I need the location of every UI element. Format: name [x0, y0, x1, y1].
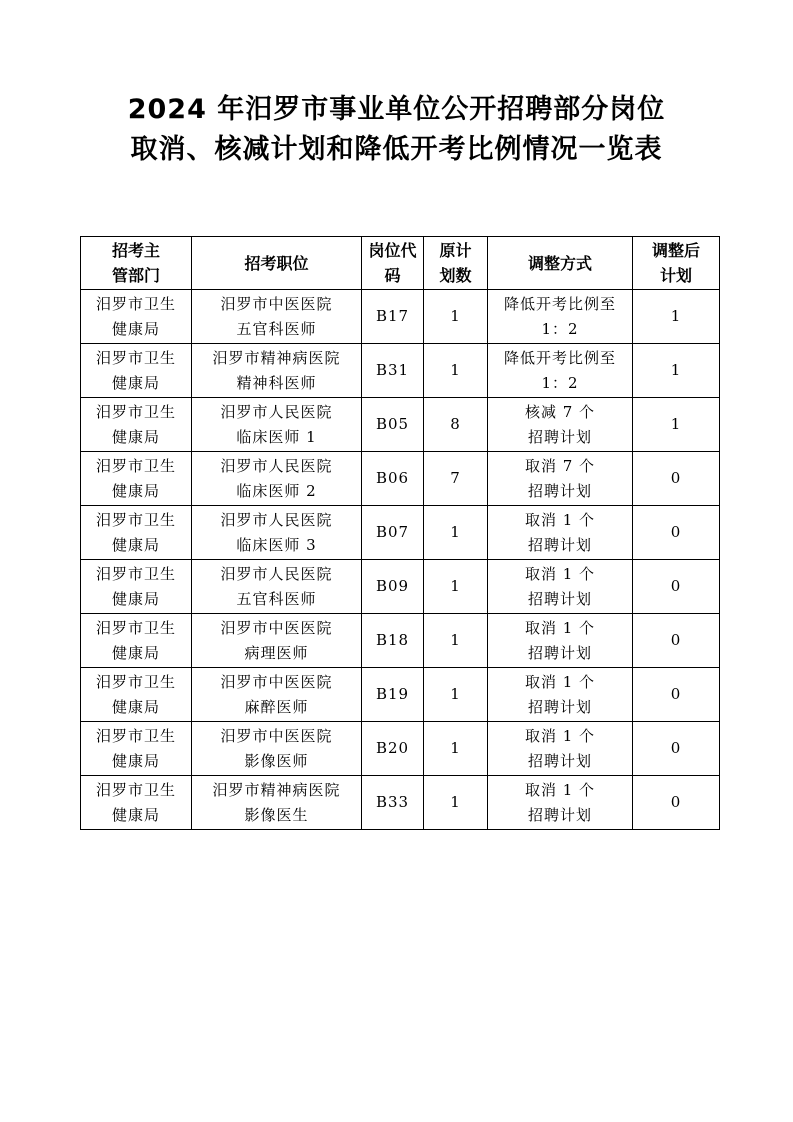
adjusted-cell: 1: [633, 398, 720, 452]
header-code-line-1: 岗位代: [368, 241, 417, 260]
dept-line-2: 健康局: [111, 751, 160, 770]
position-line-1: 汨罗市中医医院: [220, 294, 333, 313]
adjusted-cell: 0: [633, 560, 720, 614]
dept-line-2: 健康局: [111, 589, 160, 608]
position-line-2: 临床医师 2: [236, 481, 317, 500]
adjusted-cell: 0: [633, 668, 720, 722]
position-line-2: 影像医生: [244, 805, 309, 824]
position-cell: [192, 506, 362, 560]
position-cell: [192, 290, 362, 344]
method-line-2: 招聘计划: [527, 751, 592, 770]
position-line-1: 汨罗市精神病医院: [212, 348, 341, 367]
code-cell: B18: [362, 614, 424, 668]
original-cell: 1: [424, 560, 488, 614]
dept-line-1: 汨罗市卫生: [95, 456, 176, 475]
original-cell: 1: [424, 344, 488, 398]
position-line-2: 精神科医师: [236, 373, 317, 392]
dept-cell: [81, 344, 192, 398]
header-original: [424, 237, 488, 290]
dept-line-1: 汨罗市卫生: [95, 780, 176, 799]
original-cell: 1: [424, 668, 488, 722]
method-cell: [488, 560, 633, 614]
position-line-2: 临床医师 1: [236, 427, 317, 446]
dept-cell: [81, 776, 192, 830]
method-line-1: 降低开考比例至: [503, 294, 616, 313]
document-title-line-2: 取消、核减计划和降低开考比例情况一览表: [130, 134, 663, 165]
original-cell: 1: [424, 776, 488, 830]
table-row: [81, 722, 720, 776]
code-cell: B05: [362, 398, 424, 452]
dept-line-2: 健康局: [111, 805, 160, 824]
position-cell: [192, 452, 362, 506]
code-cell: B20: [362, 722, 424, 776]
document-title-line-1: 2024 年汨罗市事业单位公开招聘部分岗位: [127, 94, 666, 125]
header-method-line-1: 调整方式: [527, 253, 592, 273]
original-cell: 1: [424, 722, 488, 776]
method-line-1: 取消 7 个: [524, 456, 596, 475]
position-line-1: 汨罗市中医医院: [220, 618, 333, 637]
method-line-2: 招聘计划: [527, 697, 592, 716]
position-line-2: 五官科医师: [236, 589, 317, 608]
code-cell: B06: [362, 452, 424, 506]
header-adjusted-line-2: 计划: [659, 266, 692, 285]
position-cell: [192, 722, 362, 776]
table-row: [81, 560, 720, 614]
method-line-2: 1：2: [541, 373, 579, 392]
dept-line-1: 汨罗市卫生: [95, 348, 176, 367]
method-line-1: 降低开考比例至: [503, 348, 616, 367]
dept-line-2: 健康局: [111, 481, 160, 500]
dept-line-1: 汨罗市卫生: [95, 564, 176, 583]
dept-line-2: 健康局: [111, 319, 160, 338]
position-cell: [192, 398, 362, 452]
position-line-1: 汨罗市人民医院: [220, 456, 333, 475]
code-cell: B07: [362, 506, 424, 560]
adjustment-table: [80, 236, 720, 830]
dept-cell: [81, 290, 192, 344]
position-line-1: 汨罗市中医医院: [220, 726, 333, 745]
position-line-1: 汨罗市人民医院: [220, 564, 333, 583]
header-method: [488, 237, 633, 290]
dept-cell: [81, 398, 192, 452]
dept-line-2: 健康局: [111, 535, 160, 554]
adjusted-cell: 1: [633, 290, 720, 344]
original-cell: 1: [424, 290, 488, 344]
position-line-2: 病理医师: [244, 643, 309, 662]
position-line-2: 临床医师 3: [236, 535, 317, 554]
dept-cell: [81, 506, 192, 560]
table-row: [81, 614, 720, 668]
method-cell: [488, 452, 633, 506]
table-row: [81, 668, 720, 722]
position-line-2: 麻醉医师: [244, 697, 309, 716]
method-cell: [488, 398, 633, 452]
method-line-1: 核减 7 个: [524, 402, 596, 421]
original-cell: 8: [424, 398, 488, 452]
header-dept-line-1: 招考主: [111, 241, 160, 260]
dept-line-1: 汨罗市卫生: [95, 672, 176, 691]
original-cell: 1: [424, 506, 488, 560]
method-line-2: 招聘计划: [527, 535, 592, 554]
method-line-1: 取消 1 个: [524, 510, 596, 529]
header-original-line-2: 划数: [439, 266, 472, 285]
table-row: [81, 290, 720, 344]
method-line-1: 取消 1 个: [524, 672, 596, 691]
position-cell: [192, 344, 362, 398]
adjusted-cell: 0: [633, 776, 720, 830]
dept-line-2: 健康局: [111, 373, 160, 392]
dept-line-1: 汨罗市卫生: [95, 618, 176, 637]
method-cell: [488, 776, 633, 830]
method-line-2: 招聘计划: [527, 427, 592, 446]
code-cell: B33: [362, 776, 424, 830]
header-position: [192, 237, 362, 290]
method-cell: [488, 344, 633, 398]
method-line-2: 1：2: [541, 319, 579, 338]
position-line-2: 影像医师: [244, 751, 309, 770]
table-body: [81, 290, 720, 830]
dept-line-2: 健康局: [111, 697, 160, 716]
dept-line-1: 汨罗市卫生: [95, 402, 176, 421]
position-line-1: 汨罗市精神病医院: [212, 780, 341, 799]
method-line-1: 取消 1 个: [524, 780, 596, 799]
code-cell: B09: [362, 560, 424, 614]
method-line-2: 招聘计划: [527, 805, 592, 824]
dept-line-2: 健康局: [111, 643, 160, 662]
header-code-line-2: 码: [384, 266, 401, 285]
adjusted-cell: 1: [633, 344, 720, 398]
method-line-1: 取消 1 个: [524, 726, 596, 745]
code-cell: B19: [362, 668, 424, 722]
dept-line-1: 汨罗市卫生: [95, 510, 176, 529]
header-original-line-1: 原计: [439, 241, 472, 260]
header-code: [362, 237, 424, 290]
dept-cell: [81, 668, 192, 722]
position-line-1: 汨罗市人民医院: [220, 402, 333, 421]
code-cell: B17: [362, 290, 424, 344]
header-dept: [81, 237, 192, 290]
header-position-line-1: 招考职位: [244, 253, 309, 273]
position-line-2: 五官科医师: [236, 319, 317, 338]
table-header: [81, 237, 720, 290]
method-cell: [488, 506, 633, 560]
position-line-1: 汨罗市中医医院: [220, 672, 333, 691]
dept-cell: [81, 452, 192, 506]
position-cell: [192, 560, 362, 614]
method-cell: [488, 668, 633, 722]
table-row: [81, 776, 720, 830]
dept-line-1: 汨罗市卫生: [95, 726, 176, 745]
header-dept-line-2: 管部门: [111, 266, 160, 285]
table-row: [81, 398, 720, 452]
header-adjusted: [633, 237, 720, 290]
dept-line-2: 健康局: [111, 427, 160, 446]
adjusted-cell: 0: [633, 506, 720, 560]
header-row: [81, 237, 720, 290]
method-cell: [488, 290, 633, 344]
dept-cell: [81, 614, 192, 668]
adjusted-cell: 0: [633, 722, 720, 776]
method-cell: [488, 614, 633, 668]
dept-cell: [81, 722, 192, 776]
position-line-1: 汨罗市人民医院: [220, 510, 333, 529]
table-row: [81, 344, 720, 398]
dept-cell: [81, 560, 192, 614]
method-line-1: 取消 1 个: [524, 618, 596, 637]
code-cell: B31: [362, 344, 424, 398]
position-cell: [192, 668, 362, 722]
method-line-2: 招聘计划: [527, 643, 592, 662]
position-cell: [192, 614, 362, 668]
adjusted-cell: 0: [633, 614, 720, 668]
table-row: [81, 506, 720, 560]
header-adjusted-line-1: 调整后: [651, 241, 700, 260]
method-line-2: 招聘计划: [527, 589, 592, 608]
method-line-1: 取消 1 个: [524, 564, 596, 583]
table-row: [81, 452, 720, 506]
method-cell: [488, 722, 633, 776]
original-cell: 7: [424, 452, 488, 506]
adjusted-cell: 0: [633, 452, 720, 506]
dept-line-1: 汨罗市卫生: [95, 294, 176, 313]
method-line-2: 招聘计划: [527, 481, 592, 500]
position-cell: [192, 776, 362, 830]
original-cell: 1: [424, 614, 488, 668]
